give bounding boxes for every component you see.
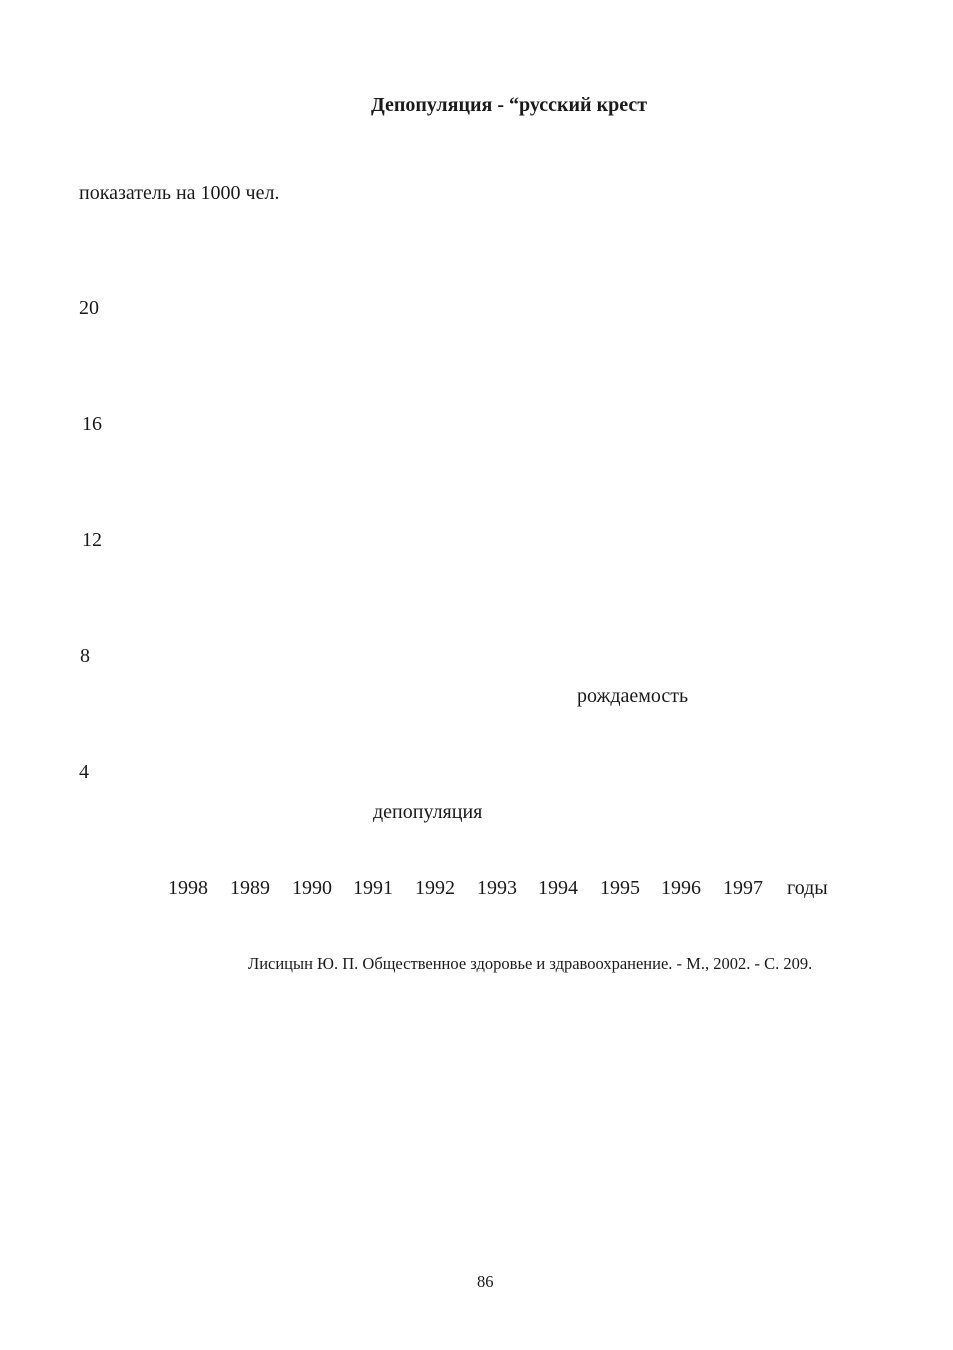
- x-tick-label: 1993: [477, 877, 517, 899]
- y-tick-label: 4: [79, 761, 89, 783]
- series-label-depopulation: депопуляция: [373, 801, 483, 823]
- y-tick-label: 20: [79, 297, 99, 319]
- x-tick-label: 1996: [661, 877, 701, 899]
- x-tick-label: 1995: [600, 877, 640, 899]
- y-tick-label: 16: [82, 413, 102, 435]
- series-label-birth-rate: рождаемость: [577, 685, 689, 707]
- x-tick-label: 1991: [353, 877, 393, 899]
- x-axis-label: годы: [787, 877, 828, 899]
- x-tick-label: 1990: [292, 877, 332, 899]
- y-axis-label: показатель на 1000 чел.: [79, 182, 280, 204]
- x-tick-label: 1998: [168, 877, 208, 899]
- source-citation: Лисицын Ю. П. Общественное здоровье и здравоохранение. - М., 2002. - С. 209.: [248, 954, 813, 973]
- y-tick-label: 8: [80, 645, 90, 667]
- x-tick-label: 1997: [723, 877, 763, 899]
- x-tick-label: 1992: [415, 877, 455, 899]
- x-tick-label: 1989: [230, 877, 270, 899]
- chart-title: Депопуляция - “русский крест: [371, 94, 648, 116]
- y-tick-label: 12: [82, 529, 102, 551]
- x-tick-label: 1994: [538, 877, 578, 899]
- page-number: 86: [477, 1272, 494, 1291]
